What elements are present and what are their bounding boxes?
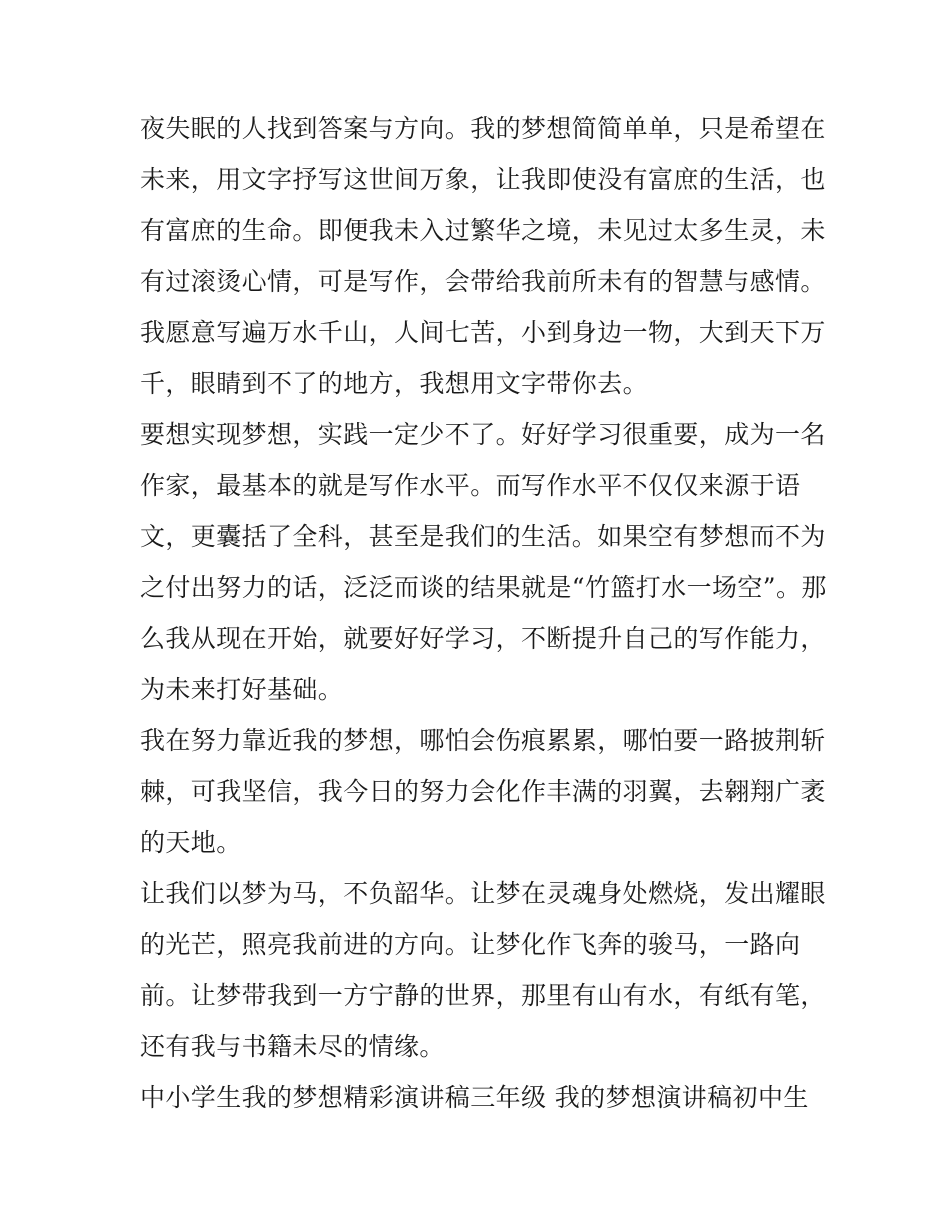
text-line: 作家，最基本的就是写作水平。而写作水平不仅仅来源于语: [140, 471, 801, 500]
text-line: 我愿意写遍万水千山，人间七苦，小到身边一物，大到天下万: [140, 318, 826, 347]
text-line: 棘，可我坚信，我今日的努力会化作丰满的羽翼，去翱翔广袤: [140, 777, 826, 806]
paragraph: [140, 868, 826, 1072]
paragraph: [140, 715, 826, 868]
paragraph: [140, 103, 826, 409]
text-line: 么我从现在开始，就要好好学习，不断提升自己的写作能力，: [140, 624, 826, 653]
text-line: 的光芒，照亮我前进的方向。让梦化作飞奔的骏马，一路向: [140, 930, 801, 959]
text-line: 文，更囊括了全科，甚至是我们的生活。如果空有梦想而不为: [140, 522, 826, 551]
text-line: 之付出努力的话，泛泛而谈的结果就是“竹篮打水一场空”。那: [140, 573, 827, 602]
text-line: 的天地。: [140, 828, 242, 857]
paragraph: [140, 409, 827, 715]
text-line: 有过滚烫心情，可是写作，会带给我前所未有的智慧与感情。: [140, 267, 826, 296]
text-line: 为未来打好基础。: [140, 675, 344, 704]
text-line: 我在努力靠近我的梦想，哪怕会伤痕累累，哪怕要一路披荆斩: [140, 726, 826, 755]
text-line: 前。让梦带我到一方宁静的世界，那里有山有水，有纸有笔，: [140, 981, 826, 1010]
paragraph: [140, 1072, 815, 1123]
text-line: 千，眼睛到不了的地方，我想用文字带你去。: [140, 369, 649, 398]
text-line: 夜失眠的人找到答案与方向。我的梦想简简单单，只是希望在: [140, 114, 826, 143]
text-line: 未来，用文字抒写这世间万象，让我即使没有富庶的生活，也: [140, 165, 826, 194]
text-line: 让我们以梦为马，不负韶华。让梦在灵魂身处燃烧，发出耀眼: [140, 879, 826, 908]
text-line: 要想实现梦想，实践一定少不了。好好学习很重要，成为一名: [140, 420, 826, 449]
text-line: 中小学生我的梦想精彩演讲稿三年级 我的梦想演讲稿初中生: [140, 1083, 809, 1112]
text-line: 还有我与书籍未尽的情缘。: [140, 1032, 445, 1061]
text-line: 有富庶的生命。即便我未入过繁华之境，未见过太多生灵，未: [140, 216, 826, 245]
document-body: [140, 103, 827, 1123]
